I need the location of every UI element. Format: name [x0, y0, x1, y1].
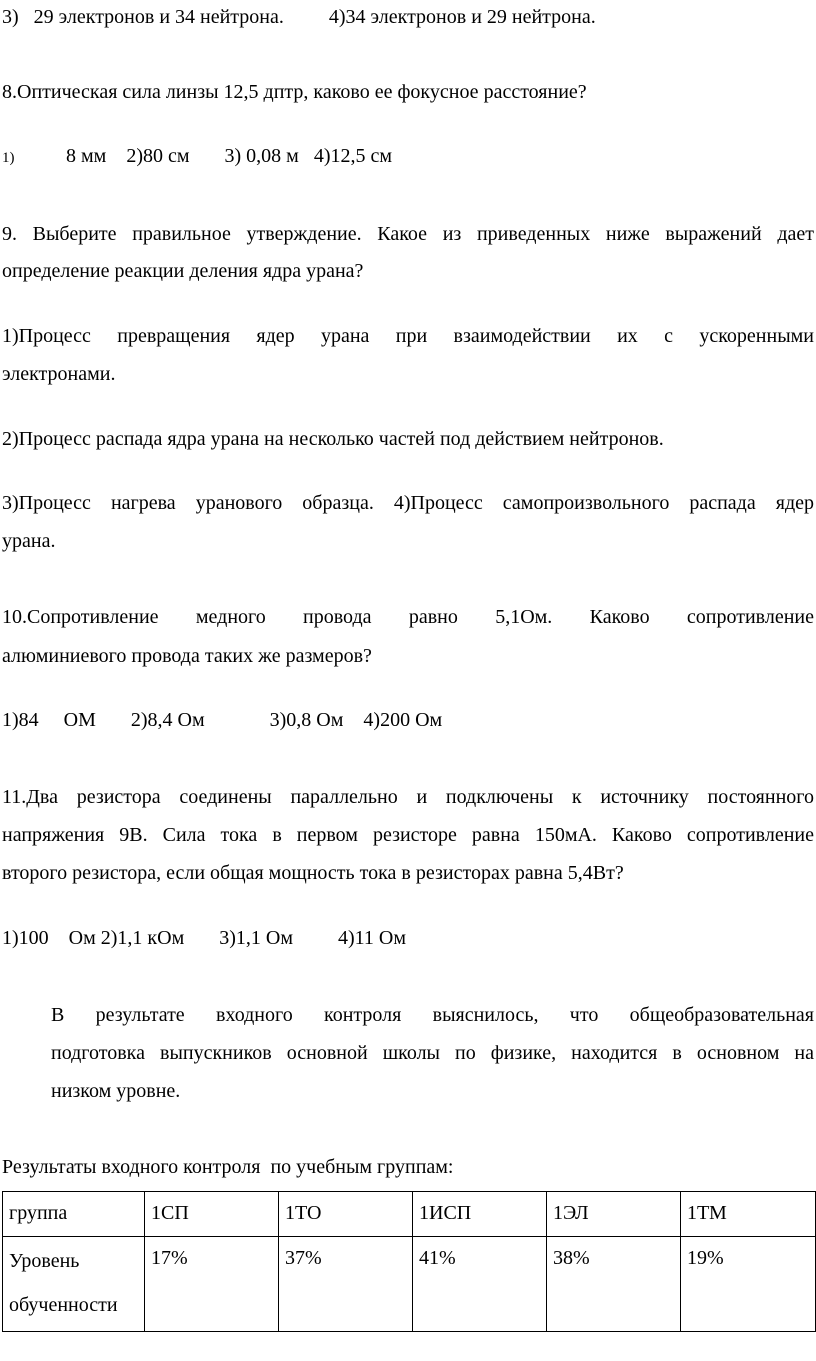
table-row [3, 1237, 816, 1332]
q9-answer1-line1: 1)Процесс превращения ядер урана при взаимодействии их с ускоренными [2, 325, 814, 347]
q10-answers: 1)84 ОМ 2)8,4 Ом 3)0,8 Ом 4)200 Ом [2, 709, 443, 731]
q9-answer2: 2)Процесс распада ядра урана на несколько частей под действием нейтронов. [2, 428, 664, 450]
row-label-line2: обученности [9, 1294, 118, 1316]
q9-answer1-line2: электронами. [2, 363, 116, 385]
table-header-cell: группа [3, 1192, 145, 1237]
table-header-cell: 1ТМ [681, 1192, 816, 1237]
table-title: Результаты входного контроля по учебным группам: [2, 1156, 454, 1178]
q8-answers: 8 мм 2)80 см 3) 0,08 м 4)12,5 см [66, 145, 393, 167]
q11-question-line3: второго резистора, если общая мощность тока в резисторах равна 5,4Вт? [2, 862, 624, 884]
table-row-label [3, 1237, 145, 1332]
q10-question-line1: 10.Сопротивление медного провода равно 5,1Ом. Каково сопротивление [2, 606, 814, 628]
q7-answers: 3) 29 электронов и 34 нейтрона. 4)34 электронов и 29 нейтрона. [2, 6, 596, 28]
q9-question-line1: 9. Выберите правильное утверждение. Какое из приведенных ниже выражений дает [2, 223, 814, 245]
table-cell: 37% [279, 1237, 413, 1332]
table-cell: 17% [145, 1237, 279, 1332]
table-header-row [3, 1192, 816, 1237]
q11-question-line1: 11.Два резистора соединены параллельно и подключены к источнику постоянного [2, 786, 814, 808]
conclusion-line3: низком уровне. [51, 1080, 181, 1102]
q11-question-line2: напряжения 9В. Сила тока в первом резисторе равна 150мА. Каково сопротивление [2, 824, 814, 846]
table-cell: 38% [547, 1237, 681, 1332]
q8-question: 8.Оптическая сила линзы 12,5 дптр, каково ее фокусное расстояние? [2, 81, 587, 103]
results-table [2, 1191, 816, 1332]
q9-question-line2: определение реакции деления ядра урана? [2, 260, 364, 282]
q9-answer34-line1: 3)Процесс нагрева уранового образца. 4)Процесс самопроизвольного распада ядер [2, 492, 814, 514]
q10-question-line2: алюминиевого провода таких же размеров? [2, 645, 372, 667]
q8-answer-number: 1) [2, 150, 15, 166]
table-header-cell: 1ИСП [413, 1192, 547, 1237]
table-cell: 19% [681, 1237, 816, 1332]
q11-answers: 1)100 Ом 2)1,1 кОм 3)1,1 Ом 4)11 Ом [2, 927, 407, 949]
conclusion-line1: В результате входного контроля выяснилось, что общеобразовательная [51, 1004, 814, 1026]
row-label-line1: Уровень [9, 1250, 80, 1272]
table-header-cell: 1СП [145, 1192, 279, 1237]
table-header-cell: 1ТО [279, 1192, 413, 1237]
table-header-cell: 1ЭЛ [547, 1192, 681, 1237]
conclusion-line2: подготовка выпускников основной школы по физике, находится в основном на [51, 1042, 814, 1064]
table-cell: 41% [413, 1237, 547, 1332]
q9-answer34-line2: урана. [2, 530, 56, 552]
